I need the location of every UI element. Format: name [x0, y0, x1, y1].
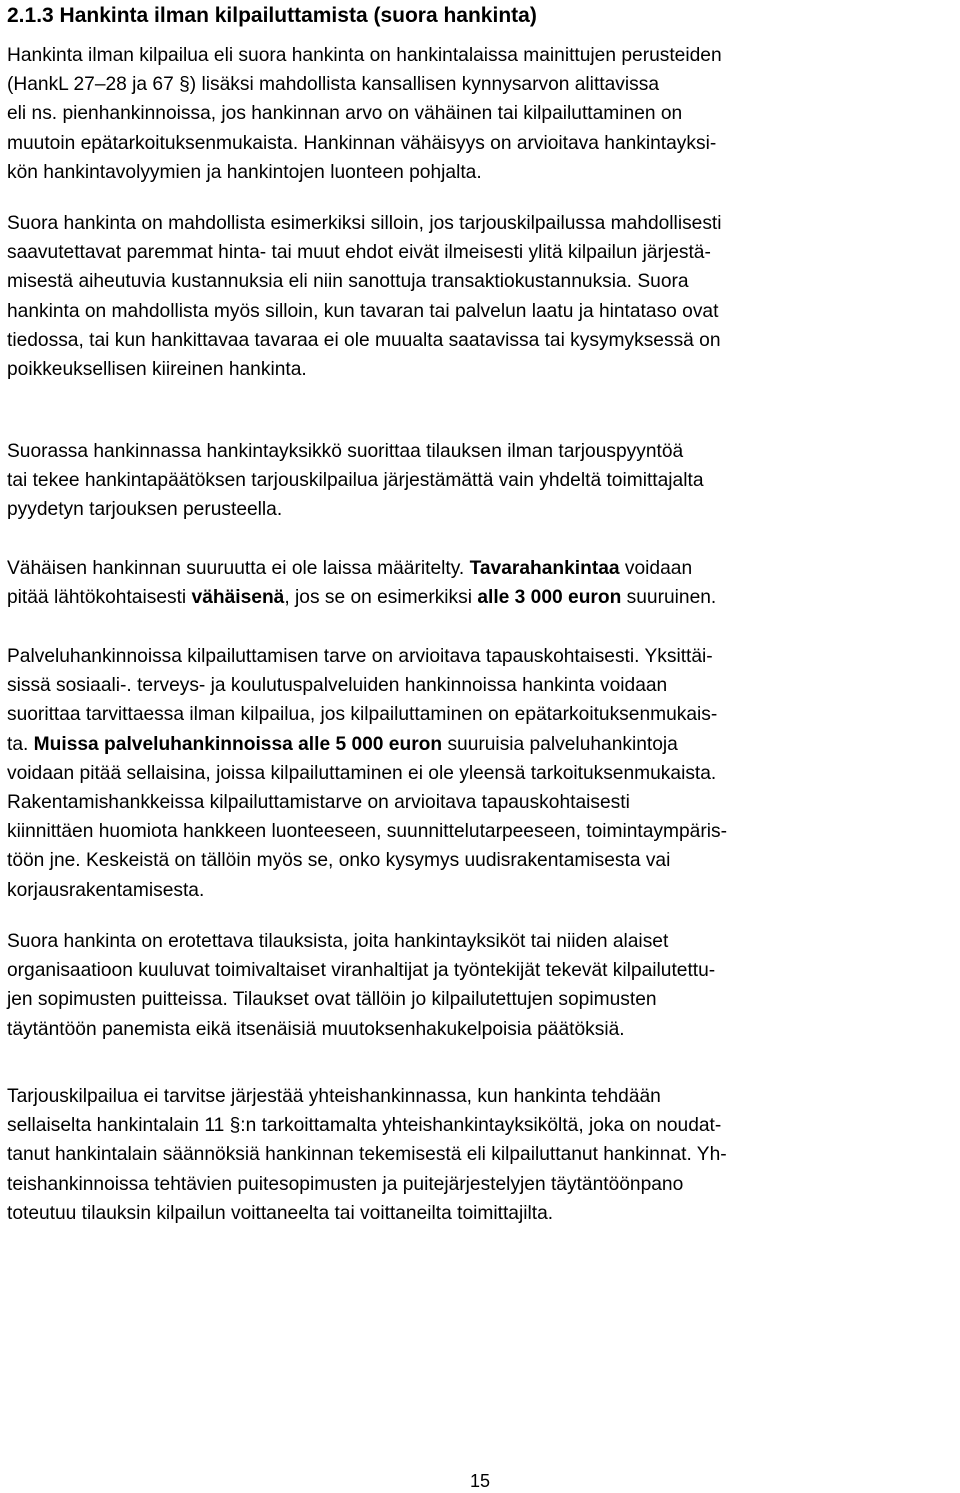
text-line — [7, 671, 727, 700]
text-segment: pyydetyn tarjouksen perusteella. — [7, 499, 283, 521]
text-line — [7, 1111, 727, 1140]
text-segment: kön hankintavolyymien ja hankintojen luonteen pohjalta. — [7, 161, 482, 183]
text-segment: Tarjouskilpailua ei tarvitse järjestää yhteishankinnassa, kun hankinta tehdään — [7, 1086, 661, 1107]
text-line — [7, 817, 727, 846]
text-segment: Suora hankinta on erotettava tilauksista, joita hankintayksiköt tai niiden alaiset — [7, 931, 669, 952]
text-segment: saavutettavat paremmat hinta- tai muut ehdot eivät ilmeisesti ylitä kilpailun järjestä- — [7, 242, 711, 264]
text-segment: voidaan — [619, 558, 693, 579]
text-line — [7, 583, 716, 612]
text-segment: suuruinen. — [621, 587, 717, 609]
text-line — [7, 642, 727, 671]
text-line — [7, 129, 722, 158]
text-line — [7, 209, 722, 238]
bold-text: Tavarahankintaa — [469, 558, 620, 579]
text-line — [7, 158, 722, 187]
text-segment: Suorassa hankinnassa hankintayksikkö suorittaa tilauksen ilman tarjouspyyntöä — [7, 441, 684, 462]
text-segment: organisaatioon kuuluvat toimivaltaiset viranhaltijat ja työntekijät tekevät kilpailutettu- — [7, 960, 716, 982]
text-line — [7, 297, 722, 326]
text-line — [7, 985, 715, 1014]
text-line — [7, 1082, 727, 1111]
text-segment: sellaiselta hankintalain 11 §:n tarkoittamalta yhteishankintayksiköltä, joka on noudat- — [7, 1115, 722, 1137]
text-segment: ta. — [7, 733, 34, 755]
text-segment: Hankinta ilman kilpailua eli suora hankinta on hankintalaissa mainittujen perusteiden — [7, 45, 722, 66]
text-segment: tai tekee hankintapäätöksen tarjouskilpailua järjestämättä vain yhdeltä toimittajalta — [7, 470, 704, 492]
paragraph-4 — [7, 554, 716, 612]
text-line — [7, 70, 722, 99]
text-segment: kiinnittäen huomiota hankkeen luonteeseen, suunnittelutarpeeseen, toimintaympäris- — [7, 821, 727, 843]
text-segment: jen sopimusten puitteissa. Tilaukset ovat tällöin jo kilpailutettujen sopimusten — [7, 989, 657, 1011]
paragraph-3 — [7, 437, 703, 525]
text-line — [7, 355, 722, 384]
document-page — [7, 0, 953, 1224]
text-line — [7, 495, 703, 524]
text-segment: Palveluhankinnoissa kilpailuttamisen tarve on arvioitava tapauskohtaisesti. Yksittäi- — [7, 646, 713, 667]
text-line — [7, 238, 722, 267]
paragraph-2 — [7, 209, 722, 384]
text-segment: töön jne. Keskeistä on tällöin myös se, onko kysymys uudisrakentamisesta vai — [7, 850, 671, 872]
text-line — [7, 554, 716, 583]
text-segment: pitää lähtökohtaisesti — [7, 587, 192, 609]
text-line — [7, 1170, 727, 1199]
text-segment: misestä aiheutuvia kustannuksia eli niin sanottuja transaktiokustannuksia. Suora — [7, 271, 689, 293]
paragraph-7 — [7, 1082, 727, 1228]
text-segment: sissä sosiaali-. terveys- ja koulutuspalveluiden hankinnoissa hankinta voidaan — [7, 675, 668, 697]
page-number: 15 — [469, 1471, 491, 1491]
text-line — [7, 927, 715, 956]
text-segment: poikkeuksellisen kiireinen hankinta. — [7, 359, 307, 381]
text-line — [7, 876, 727, 905]
paragraph-6 — [7, 927, 715, 1044]
text-line — [7, 99, 722, 128]
paragraph-1 — [7, 41, 722, 187]
text-line — [7, 267, 722, 296]
text-segment: toteutuu tilauksin kilpailun voittaneelta tai voittaneilta toimittajilta. — [7, 1202, 554, 1224]
text-line — [7, 730, 727, 759]
text-segment: teishankinnoissa tehtävien puitesopimusten ja puitejärjestelyjen täytäntöönpano — [7, 1173, 684, 1195]
text-segment: muutoin epätarkoituksenmukaista. Hankinnan vähäisyys on arvioitava hankintayksi- — [7, 132, 717, 154]
text-segment: suuruisia palveluhankintoja — [442, 733, 678, 755]
text-segment: eli ns. pienhankinnoissa, jos hankinnan arvo on vähäinen tai kilpailuttaminen on — [7, 103, 683, 125]
text-segment: , jos se on esimerkiksi — [284, 587, 478, 609]
bold-text: vähäisenä — [191, 587, 285, 609]
text-line — [7, 466, 703, 495]
text-line — [7, 1140, 727, 1169]
text-line — [7, 41, 722, 70]
text-segment: tiedossa, tai kun hankittavaa tavaraa ei ole muualta saatavissa tai kysymyksessä on — [7, 329, 721, 351]
text-segment: hankinta on mahdollista myös silloin, kun tavaran tai palvelun laatu ja hintataso ovat — [7, 300, 719, 322]
text-segment: Rakentamishankkeissa kilpailuttamistarve on arvioitava tapauskohtaisesti — [7, 792, 630, 814]
text-segment: tanut hankintalain säännöksiä hankinnan tekemisestä eli kilpailuttanut hankinnat. Yh- — [7, 1144, 727, 1166]
text-segment: täytäntöön panemista eikä itsenäisiä muutoksenhakukelpoisia päätöksiä. — [7, 1018, 625, 1040]
bold-text: Muissa palveluhankinnoissa alle 5 000 euron — [33, 733, 443, 755]
text-segment: suorittaa tarvittaessa ilman kilpailua, jos kilpailuttaminen on epätarkoituksenmukais- — [7, 704, 718, 726]
text-line — [7, 846, 727, 875]
text-line — [7, 1199, 727, 1228]
text-line — [7, 759, 727, 788]
paragraph-5 — [7, 642, 727, 905]
text-line — [7, 326, 722, 355]
text-segment: voidaan pitää sellaisina, joissa kilpailuttaminen ei ole yleensä tarkoituksenmukaista. — [7, 762, 717, 784]
text-segment: Vähäisen hankinnan suuruutta ei ole laissa määritelty. — [7, 558, 470, 579]
text-segment: korjausrakentamisesta. — [7, 879, 205, 901]
text-line — [7, 1015, 715, 1044]
text-segment: (HankL 27–28 ja 67 §) lisäksi mahdollista kansallisen kynnysarvon alittavissa — [7, 74, 659, 96]
text-line — [7, 956, 715, 985]
section-heading: 2.1.3 Hankinta ilman kilpailuttamista (suora hankinta) — [7, 4, 537, 27]
text-line — [7, 437, 703, 466]
text-segment: Suora hankinta on mahdollista esimerkiksi silloin, jos tarjouskilpailussa mahdollisesti — [7, 213, 722, 234]
text-line — [7, 700, 727, 729]
text-line — [7, 788, 727, 817]
bold-text: alle 3 000 euron — [477, 587, 622, 609]
